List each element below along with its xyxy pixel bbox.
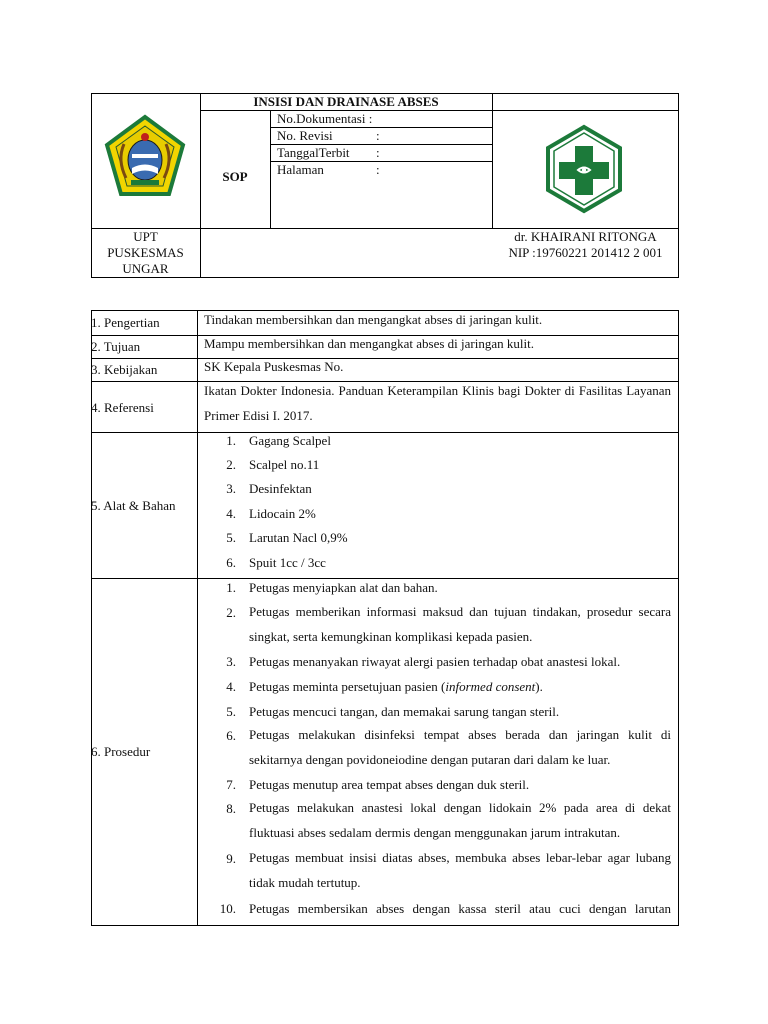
list-item: Scalpel no.11 xyxy=(249,457,320,472)
list-item: Petugas membersikan abses dengan kassa steril atau cuci dengan larutan xyxy=(249,901,671,916)
org-line: UNGAR xyxy=(122,261,169,276)
list-item: Petugas melakukan anastesi lokal dengan lidokain 2% pada area di dekat fluktuasi abses sedalam dermis dengan menggunakan jarum intrakutan. xyxy=(249,800,671,840)
list-item: Desinfektan xyxy=(249,481,312,496)
signer-nip: NIP :19760221 201412 2 001 xyxy=(508,245,663,260)
row-label-prosedur: 6. Prosedur xyxy=(91,744,151,759)
referensi-text: Ikatan Dokter Indonesia. Panduan Keterampilan Klinis bagi Dokter di Fasilitas Layanan Primer Edisi I. 2017. xyxy=(204,383,671,423)
puskesmas-logo xyxy=(544,124,624,214)
list-item-text: Petugas meminta persetujuan pasien ( xyxy=(249,679,446,694)
divider xyxy=(91,925,679,926)
list-number: 2. xyxy=(226,605,236,620)
divider xyxy=(200,110,679,111)
list-number: 5. xyxy=(226,530,236,545)
list-item xyxy=(249,679,543,695)
list-item: Petugas melakukan disinfeksi tempat abses berada dan jaringan kulit di sekitarnya dengan povidoneiodine dengan putaran dari dalam ke luar. xyxy=(249,727,671,767)
meta-sep: : xyxy=(376,162,380,177)
list-number: 1. xyxy=(226,580,236,595)
list-item: Larutan Nacl 0,9% xyxy=(249,530,348,545)
meta-sep: : xyxy=(376,128,380,143)
row-label-pengertian: 1. Pengertian xyxy=(91,315,160,330)
list-item: Lidocain 2% xyxy=(249,506,316,521)
org-line: PUSKESMAS xyxy=(107,245,184,260)
document-title: INSISI DAN DRAINASE ABSES xyxy=(253,94,439,109)
divider xyxy=(197,310,198,926)
list-item-text: ). xyxy=(535,679,543,694)
divider xyxy=(91,358,679,359)
list-number: 4. xyxy=(226,679,236,694)
meta-no-dokumentasi: No.Dokumentasi : xyxy=(277,111,373,126)
list-item: Petugas menanyakan riwayat alergi pasien terhadap obat anastesi lokal. xyxy=(249,654,621,669)
list-number: 7. xyxy=(226,777,236,792)
list-number: 8. xyxy=(226,801,236,816)
list-item-italic-text: informed consent xyxy=(445,679,536,694)
meta-tanggal-terbit: TanggalTerbit xyxy=(277,145,350,160)
meta-no-revisi: No. Revisi xyxy=(277,128,333,143)
list-item: Petugas menutup area tempat abses dengan duk steril. xyxy=(249,777,530,792)
list-number: 6. xyxy=(226,555,236,570)
list-number: 9. xyxy=(226,851,236,866)
list-item: Petugas membuat insisi diatas abses, membuka abses lebar-lebar agar lubang tidak mudah tertutup. xyxy=(249,850,671,890)
list-number: 10. xyxy=(219,901,236,916)
row-label-kebijakan: 3. Kebijakan xyxy=(91,362,158,377)
row-label-referensi: 4. Referensi xyxy=(91,400,154,415)
tujuan-text: Mampu membersihkan dan mengangkat abses di jaringan kulit. xyxy=(204,336,534,351)
list-number: 3. xyxy=(226,481,236,496)
sop-label: SOP xyxy=(222,169,248,184)
pengertian-text: Tindakan membersihkan dan mengangkat abses di jaringan kulit. xyxy=(204,312,543,327)
list-number: 1. xyxy=(226,433,236,448)
meta-sep: : xyxy=(376,145,380,160)
kebijakan-text: SK Kepala Puskesmas No. xyxy=(204,359,344,374)
regional-emblem-logo xyxy=(104,114,186,198)
row-label-tujuan: 2. Tujuan xyxy=(91,339,141,354)
list-item: Petugas mencuci tangan, dan memakai sarung tangan steril. xyxy=(249,704,560,719)
divider xyxy=(91,578,679,579)
list-item: Petugas memberikan informasi maksud dan tujuan tindakan, prosedur secara singkat, serta kemungkinan komplikasi kepada pasien. xyxy=(249,604,671,644)
list-item: Spuit 1cc / 3cc xyxy=(249,555,326,570)
list-number: 4. xyxy=(226,506,236,521)
list-item: Petugas menyiapkan alat dan bahan. xyxy=(249,580,438,595)
list-number: 2. xyxy=(226,457,236,472)
list-number: 3. xyxy=(226,654,236,669)
org-line: UPT xyxy=(133,229,158,244)
row-label-alat-bahan: 5. Alat & Bahan xyxy=(91,498,176,513)
list-number: 6. xyxy=(226,728,236,743)
signer-name: dr. KHAIRANI RITONGA xyxy=(514,229,657,244)
list-item: Gagang Scalpel xyxy=(249,433,331,448)
list-number: 5. xyxy=(226,704,236,719)
meta-halaman: Halaman xyxy=(277,162,324,177)
divider xyxy=(492,93,493,228)
divider xyxy=(91,432,679,433)
divider xyxy=(200,93,201,278)
